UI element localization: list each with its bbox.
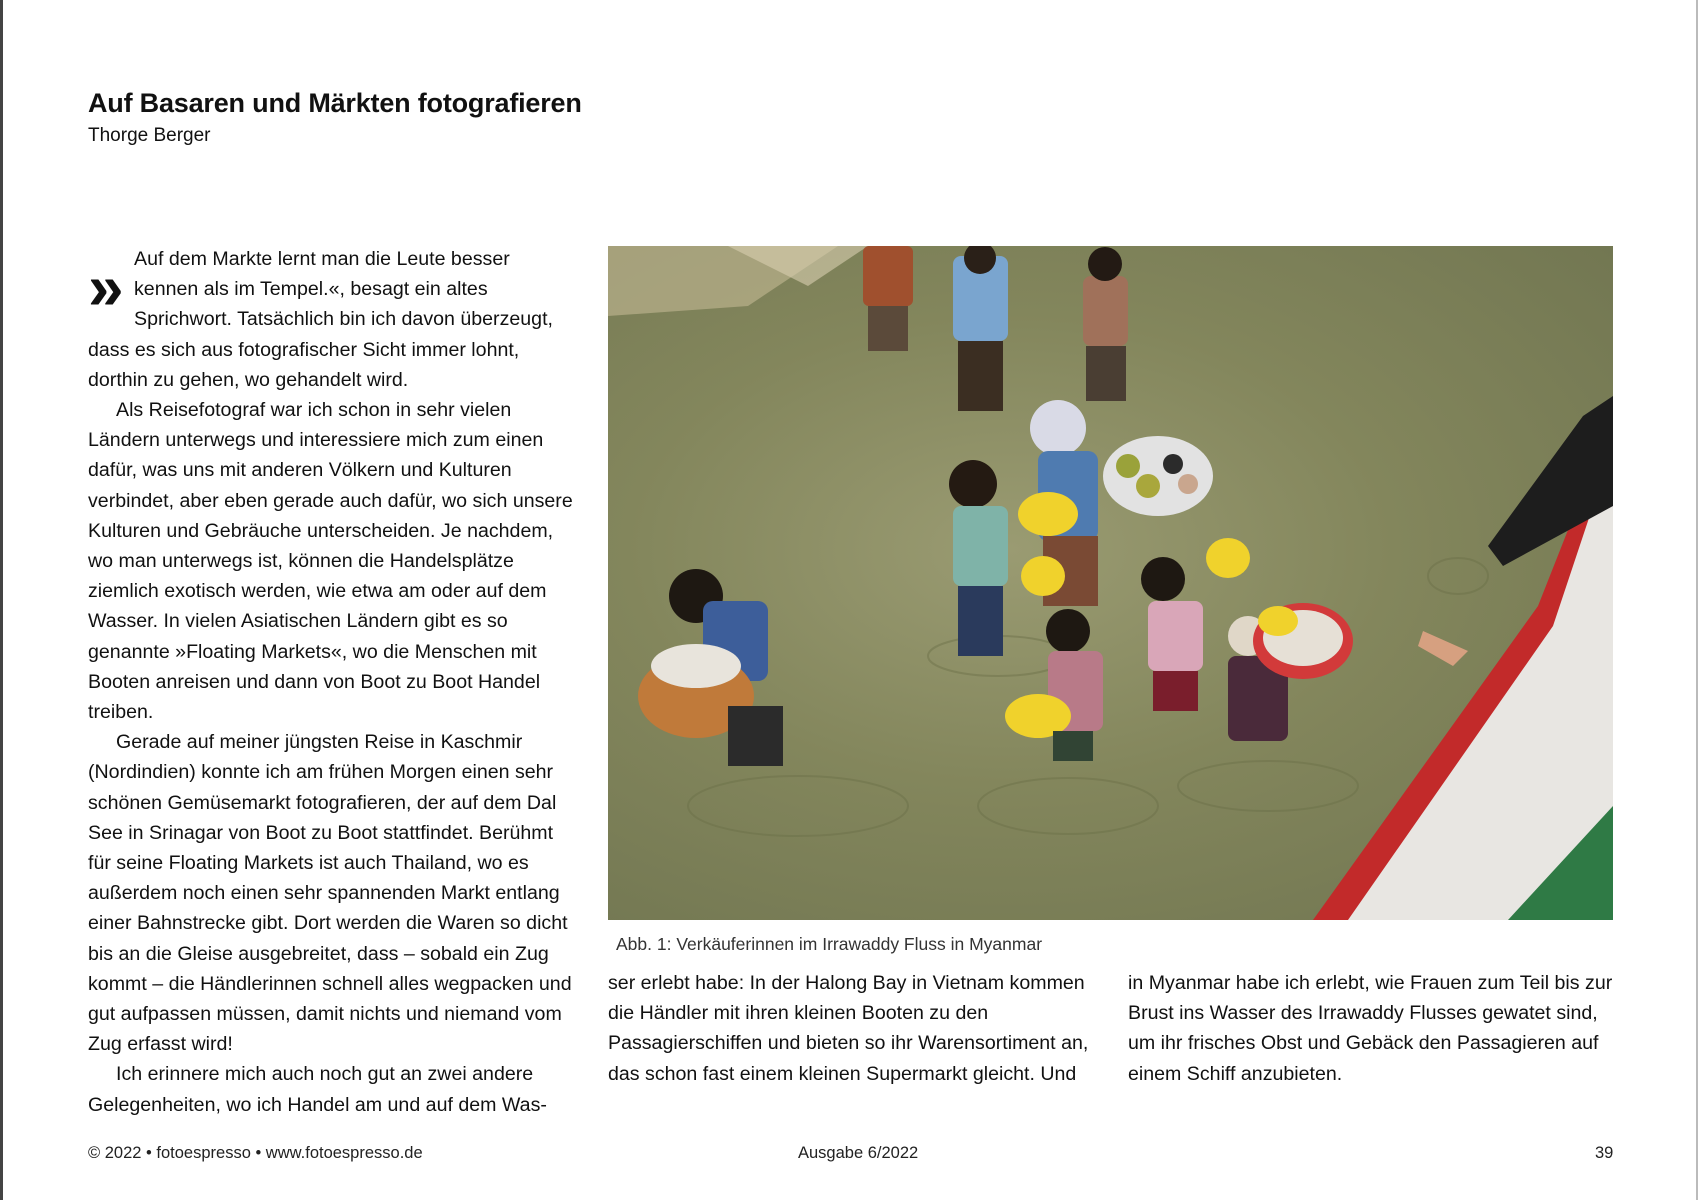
- text-column-3: [1128, 968, 1618, 1089]
- page-edge-left: [0, 0, 3, 1200]
- text-column-2: [608, 968, 1098, 1089]
- figure-caption: Abb. 1: Verkäuferinnen im Irrawaddy Fluss in Myanmar: [616, 934, 1043, 954]
- article-title: Auf Basaren und Märkten fotografieren: [88, 88, 582, 118]
- paragraph: ser erlebt habe: In der Halong Bay in Vietnam kommen die Händler mit ihren kleinen Booten zu den Passagierschiffen und bieten so ihr Warensortiment an, das schon fast einem kleinen Supermarkt gleicht. Und: [608, 972, 1089, 1085]
- paragraph: Gerade auf meiner jüngsten Reise in Kaschmir (Nordindien) konnte ich am frühen Morgen einen sehr schönen Gemüsemarkt fotografieren, der auf dem Dal See in Srinagar von Boot zu Boot stattfindet. Berühmt für seine Floating Markets ist auch Thailand, wo es außerdem noch einen sehr spannenden Markt entlang einer Bahnstrecke gibt. Dort werden die Waren so dicht bis an die Gleise ausgebreitet, dass – sobald ein Zug kommt – die Händlerinnen schnell alles wegpacken und gut aufpassen müssen, damit nichts und niemand vom Zug erfasst wird!: [88, 731, 572, 1056]
- article-author: Thorge Berger: [88, 125, 211, 146]
- footer-copyright: © 2022 • fotoespresso • www.fotoespresso.de: [88, 1144, 423, 1162]
- opening-quote-mark: »: [88, 251, 116, 323]
- photo-illustration: [608, 246, 1613, 920]
- text-column-1: [88, 244, 578, 1120]
- market-photo: [608, 246, 1613, 920]
- paragraph: in Myanmar habe ich erlebt, wie Frauen zum Teil bis zur Brust ins Wasser des Irrawaddy Flusses gewatet sind, um ihr frisches Obst und Gebäck den Passagieren auf einem Schiff anzubieten.: [1128, 972, 1613, 1085]
- paragraph-intro: [88, 244, 578, 395]
- paragraph-intro-text: Auf dem Markte lernt man die Leute besser kennen als im Tempel.«, besagt ein altes Sprichwort. Tatsächlich bin ich davon überzeugt, dass es sich aus fotografischer Sicht immer lohnt, dorthin zu gehen, wo gehandelt wird.: [88, 248, 553, 391]
- paragraph: Ich erinnere mich auch noch gut an zwei andere Gelegenheiten, wo ich Handel am und auf dem Was-: [88, 1063, 547, 1116]
- vendor-figures: [638, 246, 1468, 766]
- paragraph: Als Reisefotograf war ich schon in sehr vielen Ländern unterwegs und interessiere mich zum einen dafür, was uns mit anderen Völkern und Kulturen verbindet, aber eben gerade auch dafür, wo sich unsere Kulturen und Gebräuche unterscheiden. Je nachdem, wo man unterwegs ist, können die Handelsplätze ziemlich exotisch werden, wie etwa am oder auf dem Wasser. In vielen Asiatischen Ländern gibt es so genannte »Floating Markets«, wo die Menschen mit Booten anreisen und dann von Boot zu Boot Handel treiben.: [88, 399, 573, 724]
- footer-issue: Ausgabe 6/2022: [798, 1144, 919, 1162]
- page-number: 39: [1595, 1144, 1614, 1162]
